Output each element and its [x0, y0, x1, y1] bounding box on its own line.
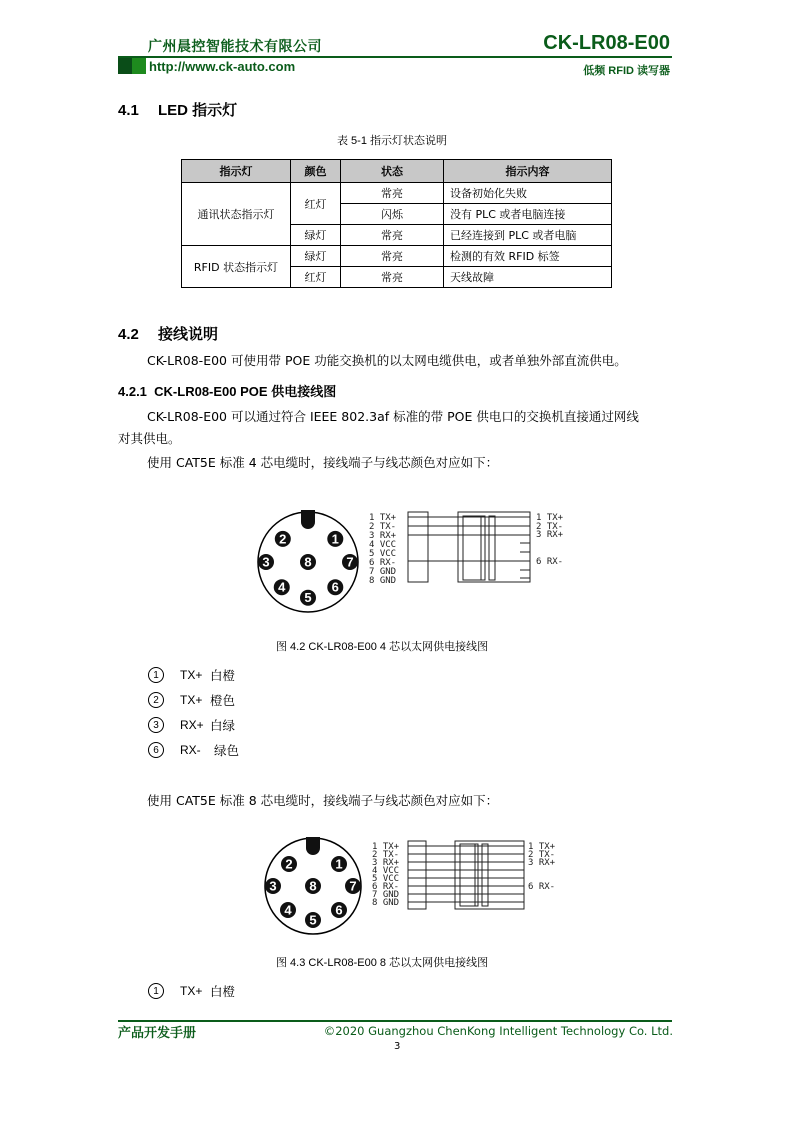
wire-label: 2 TX- — [372, 850, 400, 860]
header-subtitle: 低频 RFID 读写器 — [583, 65, 670, 77]
content-cell: 天线故障 — [444, 267, 612, 288]
wire-label: 3 RX+ — [536, 530, 564, 540]
wire-label: 6 RX- — [372, 882, 400, 892]
8core-paragraph: 使用 CAT5E 标准 8 芯电缆时，接线端子与线芯颜色对应如下： — [147, 793, 499, 808]
wire-label: 8 GND — [369, 576, 397, 586]
wire-label: 2 TX- — [528, 850, 556, 860]
signal-name: TX+ — [180, 984, 203, 998]
intro-paragraph: CK-LR08-E00 可使用带 POE 功能交换机的以太网电缆供电，或者单独外部直流供电。 — [147, 353, 627, 368]
header-logo-block-dark — [118, 58, 132, 74]
8core-pin-list — [148, 982, 235, 1000]
wire-label: 1 TX+ — [536, 513, 564, 523]
connector-pin-label: 4 — [278, 579, 286, 595]
connector-pin-label: 1 — [335, 856, 343, 872]
table-header-cell: 指示内容 — [444, 160, 612, 183]
list-item — [148, 982, 235, 1000]
poe-paragraph-line2: 对其供电。 — [118, 431, 181, 446]
content-cell: 没有 PLC 或者电脑连接 — [444, 204, 612, 225]
section-title: LED 指示灯 — [158, 102, 238, 119]
wire-label: 4 VCC — [372, 866, 400, 876]
header-model: CK-LR08-E00 — [543, 32, 670, 54]
4core-pin-list — [148, 666, 239, 759]
indicator-cell: 通讯状态指示灯 — [182, 183, 291, 246]
header-rule — [118, 56, 672, 58]
wire-label: 3 RX+ — [369, 531, 397, 541]
circled-number: 1 — [148, 983, 164, 999]
list-item — [148, 691, 239, 709]
signal-name: TX+ — [180, 668, 203, 682]
connector-pin-label: 5 — [309, 912, 317, 928]
table-header-cell: 颜色 — [291, 160, 341, 183]
figure-caption-4-2: 图 4.2 CK-LR08-E00 4 芯以太网供电接线图 — [276, 641, 489, 653]
figure-caption-4-3: 图 4.3 CK-LR08-E00 8 芯以太网供电接线图 — [276, 957, 489, 969]
wire-label: 7 GND — [369, 567, 397, 577]
wire-label: 5 VCC — [372, 874, 400, 884]
circled-number: 6 — [148, 742, 164, 758]
color-cell: 红灯 — [291, 267, 341, 288]
wire-label: 6 RX- — [528, 882, 556, 892]
table-caption: 表 5-1 指示灯状态说明 — [337, 135, 448, 147]
wire-label: 7 GND — [372, 890, 400, 900]
wire-color: 白绿 — [210, 718, 236, 733]
wire-color: 白橙 — [210, 668, 236, 683]
wire-label: 1 TX+ — [528, 842, 556, 852]
section-heading-4-1 — [118, 99, 237, 120]
subsection-title: CK-LR08-E00 POE 供电接线图 — [154, 384, 337, 399]
wire-label: 4 VCC — [369, 540, 397, 550]
wire-label: 2 TX- — [536, 522, 564, 532]
footer-manual-title: 产品开发手册 — [118, 1026, 197, 1041]
wire-color: 白橙 — [210, 984, 236, 999]
table-header-row — [182, 160, 612, 183]
list-item — [148, 716, 239, 734]
connector-pin-label: 1 — [331, 531, 339, 547]
wire-label: 8 GND — [372, 898, 400, 908]
signal-name: TX+ — [180, 693, 203, 707]
connector-pin-label: 3 — [262, 554, 270, 570]
connector-pin-label: 2 — [285, 856, 293, 872]
header-company: 广州晨控智能技术有限公司 — [148, 38, 322, 54]
table-header-cell: 指示灯 — [182, 160, 291, 183]
poe-paragraph-line1: CK-LR08-E00 可以通过符合 IEEE 802.3af 标准的带 POE 供电口的交换机直接通过网线 — [147, 409, 639, 424]
4core-wiring-diagram — [255, 500, 585, 615]
state-cell: 闪烁 — [341, 204, 444, 225]
footer-rule — [118, 1020, 672, 1022]
header-url[interactable]: http://www.ck-auto.com — [149, 59, 296, 74]
table-row — [182, 246, 612, 267]
connector-pin-label: 8 — [309, 878, 317, 894]
circled-number: 1 — [148, 667, 164, 683]
list-item — [148, 666, 239, 684]
section-number: 4.1 — [118, 102, 139, 119]
content-cell: 已经连接到 PLC 或者电脑 — [444, 225, 612, 246]
indicator-cell: RFID 状态指示灯 — [182, 246, 291, 288]
subsection-heading-4-2-1 — [118, 381, 336, 400]
wire-label: 6 RX- — [536, 557, 564, 567]
circled-number: 3 — [148, 717, 164, 733]
section-heading-4-2 — [118, 323, 218, 344]
connector-pin-label: 6 — [335, 902, 343, 918]
connector-key — [306, 837, 320, 855]
connector-key — [301, 510, 315, 529]
list-item — [148, 741, 239, 759]
wire-label: 3 RX+ — [372, 858, 400, 868]
subsection-number: 4.2.1 — [118, 384, 147, 399]
connector-pin-label: 2 — [279, 531, 287, 547]
page-number: 3 — [394, 1041, 401, 1052]
wire-label: 1 TX+ — [369, 513, 397, 523]
color-cell: 绿灯 — [291, 246, 341, 267]
led-status-table — [181, 159, 612, 288]
header-logo-block-light — [132, 58, 146, 74]
state-cell: 常亮 — [341, 225, 444, 246]
wire-label: 5 VCC — [369, 549, 397, 559]
section-title: 接线说明 — [158, 326, 219, 343]
connector-pin-label: 7 — [349, 878, 357, 894]
wire-label: 3 RX+ — [528, 858, 556, 868]
wire-color: 橙色 — [210, 693, 236, 708]
color-cell: 绿灯 — [291, 225, 341, 246]
wire-label: 6 RX- — [369, 558, 397, 568]
content-cell: 检测的有效 RFID 标签 — [444, 246, 612, 267]
4core-paragraph: 使用 CAT5E 标准 4 芯电缆时，接线端子与线芯颜色对应如下： — [147, 455, 499, 470]
state-cell: 常亮 — [341, 246, 444, 267]
footer-copyright: ©2020 Guangzhou ChenKong Intelligent Technology Co. Ltd. — [323, 1024, 673, 1038]
state-cell: 常亮 — [341, 267, 444, 288]
signal-name: RX+ — [180, 718, 204, 732]
connector-pin-label: 7 — [346, 554, 354, 570]
connector-pin-label: 6 — [331, 579, 339, 595]
color-cell: 红灯 — [291, 183, 341, 225]
connector-pin-label: 5 — [304, 590, 312, 606]
wire-label: 2 TX- — [369, 522, 397, 532]
signal-name: RX- — [180, 743, 201, 757]
state-cell: 常亮 — [341, 183, 444, 204]
8core-wiring-diagram — [260, 832, 590, 947]
table-header-cell: 状态 — [341, 160, 444, 183]
wire-color: 绿色 — [210, 743, 239, 758]
wire-label: 1 TX+ — [372, 842, 400, 852]
connector-pin-label: 8 — [304, 554, 312, 570]
section-number: 4.2 — [118, 326, 139, 343]
content-cell: 设备初始化失败 — [444, 183, 612, 204]
connector-pin-label: 4 — [284, 902, 292, 918]
table-row — [182, 183, 612, 204]
connector-pin-label: 3 — [269, 878, 277, 894]
circled-number: 2 — [148, 692, 164, 708]
